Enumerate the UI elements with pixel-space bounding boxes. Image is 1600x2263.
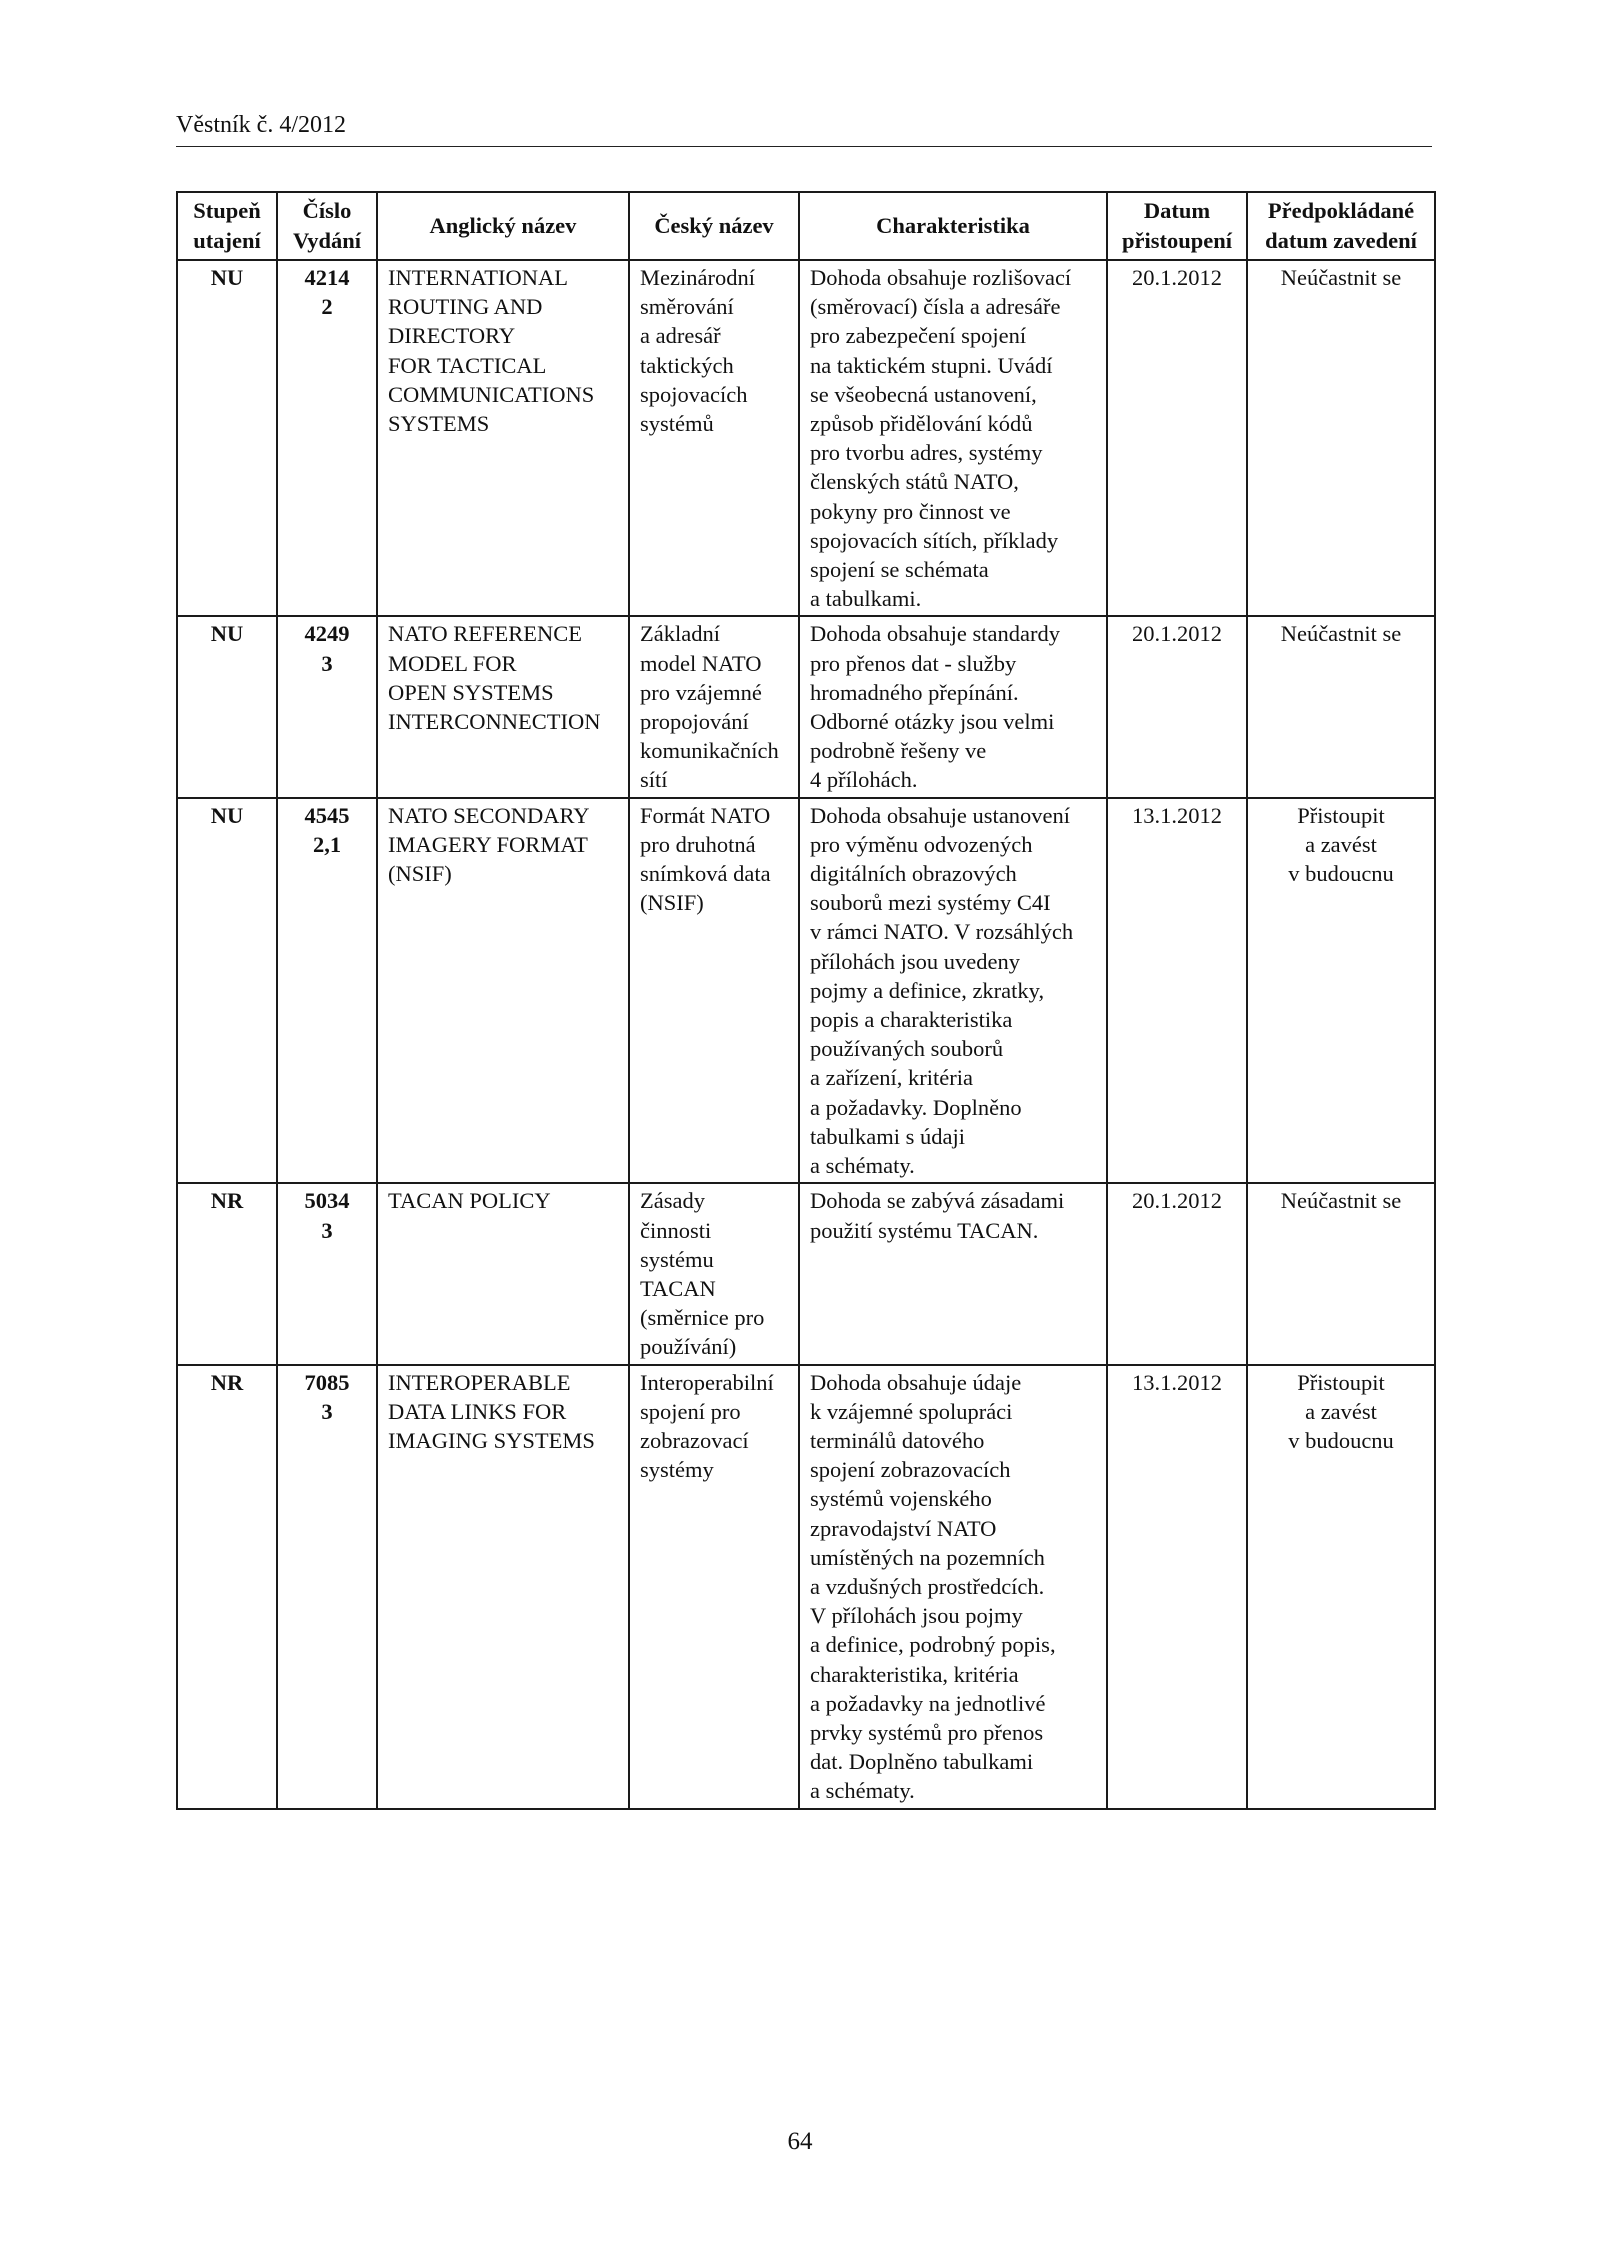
cell-implementation: Přistoupit a zavést v budoucnu	[1247, 798, 1435, 1184]
cell-accession-date: 20.1.2012	[1107, 260, 1247, 616]
cell-implementation: Neúčastnit se	[1247, 616, 1435, 797]
cell-accession-date: 20.1.2012	[1107, 616, 1247, 797]
cell-english-name: NATO REFERENCE MODEL FOR OPEN SYSTEMS INTERCONNECTION	[377, 616, 629, 797]
cell-czech-name: Interoperabilní spojení pro zobrazovací systémy	[629, 1365, 799, 1809]
cell-english-name: TACAN POLICY	[377, 1183, 629, 1364]
cell-english-name: INTERNATIONAL ROUTING AND DIRECTORY FOR TACTICAL COMMUNICATIONS SYSTEMS	[377, 260, 629, 616]
cell-czech-name: Mezinárodní směrování a adresář taktických spojovacích systémů	[629, 260, 799, 616]
cell-number: 7085 3	[277, 1365, 377, 1809]
cell-characteristics: Dohoda obsahuje ustanovení pro výměnu odvozených digitálních obrazových souborů mezi systémy C4I v rámci NATO. V rozsáhlých přílohách jsou uvedeny pojmy a definice, zkratky, popis a charakteristika používaných souborů a zařízení, kritéria a požadavky. Doplněno tabulkami s údaji a schématy.	[799, 798, 1107, 1184]
cell-level: NU	[177, 260, 277, 616]
table-row	[177, 1365, 1435, 1809]
page-header	[176, 112, 1432, 147]
cell-number: 4249 3	[277, 616, 377, 797]
cell-english-name: NATO SECONDARY IMAGERY FORMAT (NSIF)	[377, 798, 629, 1184]
col-header-level: Stupeň utajení	[177, 192, 277, 260]
journal-title: Věstník č. 4/2012	[176, 112, 346, 138]
cell-implementation: Přistoupit a zavést v budoucnu	[1247, 1365, 1435, 1809]
table-header-row	[177, 192, 1435, 260]
cell-number: 5034 3	[277, 1183, 377, 1364]
cell-level: NU	[177, 616, 277, 797]
cell-czech-name: Základní model NATO pro vzájemné propojování komunikačních sítí	[629, 616, 799, 797]
cell-accession-date: 13.1.2012	[1107, 798, 1247, 1184]
table-row	[177, 260, 1435, 616]
table-row	[177, 1183, 1435, 1364]
cell-characteristics: Dohoda obsahuje údaje k vzájemné spolupráci terminálů datového spojení zobrazovacích systémů vojenského zpravodajství NATO umístěných na pozemních a vzdušných prostředcích. V přílohách jsou pojmy a definice, podrobný popis, charakteristika, kritéria a požadavky na jednotlivé prvky systémů pro přenos dat. Doplněno tabulkami a schématy.	[799, 1365, 1107, 1809]
cell-czech-name: Formát NATO pro druhotná snímková data (NSIF)	[629, 798, 799, 1184]
table-row	[177, 798, 1435, 1184]
cell-accession-date: 13.1.2012	[1107, 1365, 1247, 1809]
col-header-number: Číslo Vydání	[277, 192, 377, 260]
cell-implementation: Neúčastnit se	[1247, 260, 1435, 616]
cell-characteristics: Dohoda se zabývá zásadami použití systému TACAN.	[799, 1183, 1107, 1364]
cell-english-name: INTEROPERABLE DATA LINKS FOR IMAGING SYSTEMS	[377, 1365, 629, 1809]
cell-characteristics: Dohoda obsahuje standardy pro přenos dat - služby hromadného přepínání. Odborné otázky jsou velmi podrobně řešeny ve 4 přílohách.	[799, 616, 1107, 797]
table-row	[177, 616, 1435, 797]
col-header-english-name: Anglický název	[377, 192, 629, 260]
cell-number: 4545 2,1	[277, 798, 377, 1184]
cell-accession-date: 20.1.2012	[1107, 1183, 1247, 1364]
cell-characteristics: Dohoda obsahuje rozlišovací (směrovací) čísla a adresáře pro zabezpečení spojení na taktickém stupni. Uvádí se všeobecná ustanovení, způsob přidělování kódů pro tvorbu adres, systémy členských států NATO, pokyny pro činnost ve spojovacích sítích, příklady spojení se schémata a tabulkami.	[799, 260, 1107, 616]
cell-level: NU	[177, 798, 277, 1184]
cell-czech-name: Zásady činnosti systému TACAN (směrnice pro používání)	[629, 1183, 799, 1364]
col-header-czech-name: Český název	[629, 192, 799, 260]
cell-level: NR	[177, 1183, 277, 1364]
standards-table	[176, 191, 1436, 1810]
col-header-implementation-date: Předpokládané datum zavedení	[1247, 192, 1435, 260]
cell-implementation: Neúčastnit se	[1247, 1183, 1435, 1364]
cell-number: 4214 2	[277, 260, 377, 616]
col-header-accession-date: Datum přistoupení	[1107, 192, 1247, 260]
col-header-characteristics: Charakteristika	[799, 192, 1107, 260]
cell-level: NR	[177, 1365, 277, 1809]
page-number: 64	[787, 2128, 813, 2155]
